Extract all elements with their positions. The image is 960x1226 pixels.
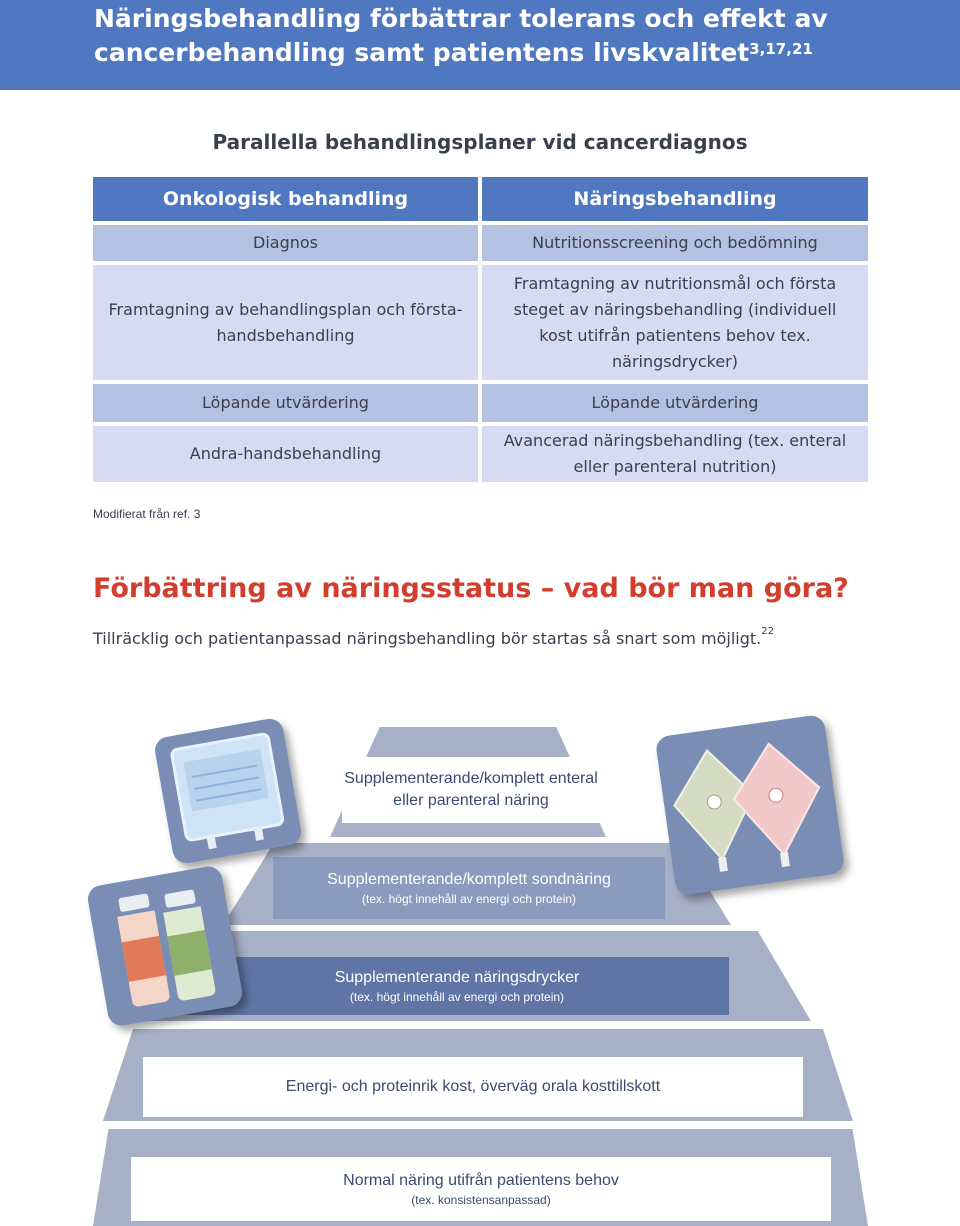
nutrition-drinks-photo <box>86 864 245 1027</box>
section-text: Tillräcklig och patientanpassad näringsbehandling bör startas så snart som möjligt.$^{22}$ <box>93 626 774 648</box>
oncology-row-second-line: Andra-handsbehandling <box>93 426 478 482</box>
section-text-reference: 22 <box>761 626 774 637</box>
nutrition-row-plan: Framtagning av nutritionsmål och första steget av näringsbehandling (individuell kost utifrån patientens behov tex. näringsdrycker) <box>482 265 868 380</box>
nutrition-row-screening: Nutritionsscreening och bedömning <box>482 225 868 261</box>
pyramid-tier-5-subtext: (tex. konsistensanpassad) <box>411 1193 551 1207</box>
nutrition-row-advanced: Avancerad näringsbehandling (tex. enteral eller parenteral nutrition) <box>482 426 868 482</box>
pyramid-tier-2 <box>273 857 665 919</box>
pyramid-tier-3-text: Supplementerande näringsdrycker <box>334 969 580 986</box>
nutrition-drinks-image <box>86 864 245 1027</box>
pyramid-tier-1-text: Supplementerande/komplett enteral eller parenteral näring <box>344 770 598 809</box>
oncology-column <box>93 177 478 486</box>
pyramid-tier-2-subtext: (tex. högt innehåll av energi och protein) <box>361 892 577 906</box>
oncology-row-diagnosis: Diagnos <box>93 225 478 261</box>
nutrition-heading: Näringsbehandling <box>482 177 868 221</box>
section-title: Förbättring av näringsstatus – vad bör man göra? <box>93 573 849 604</box>
pyramid-tier-5 <box>131 1157 831 1221</box>
source-note: Modifierat från ref. 3 <box>93 507 201 521</box>
pyramid-tier-4 <box>143 1057 803 1117</box>
nutrition-column <box>482 177 868 486</box>
nutrition-pyramid <box>93 717 868 1226</box>
table-title: Parallella behandlingsplaner vid cancerdiagnos <box>212 130 748 154</box>
enteral-bags-photo <box>655 714 846 896</box>
oncology-row-plan: Framtagning av behandlingsplan och första-handsbehandling <box>93 265 478 380</box>
pyramid-tier-5-text: Normal näring utifrån patientens behov <box>343 1172 619 1189</box>
pyramid-tier-4-text: Energi- och proteinrik kost, överväg orala kosttillskott <box>285 1078 661 1095</box>
pyramid-tier-3-subtext: (tex. högt innehåll av energi och protein) <box>349 990 565 1004</box>
oncology-row-evaluation: Löpande utvärdering <box>93 384 478 422</box>
pyramid-tier-3 <box>185 957 729 1015</box>
page-title: Näringsbehandling förbättrar tolerans och effekt av cancerbehandling samt patientens livskvalitet$^{3,17,21}$ <box>94 4 828 67</box>
parenteral-bag-photo <box>153 717 303 866</box>
parenteral-bag-image <box>153 717 303 866</box>
title-references: 3,17,21 <box>749 40 813 58</box>
header-banner <box>0 0 960 90</box>
nutrition-row-evaluation: Löpande utvärdering <box>482 384 868 422</box>
enteral-bags-image <box>655 714 846 896</box>
pyramid-tier-2-text: Supplementerande/komplett sondnäring <box>327 871 611 888</box>
oncology-heading: Onkologisk behandling <box>93 177 478 221</box>
pyramid-tier-1 <box>342 757 600 823</box>
